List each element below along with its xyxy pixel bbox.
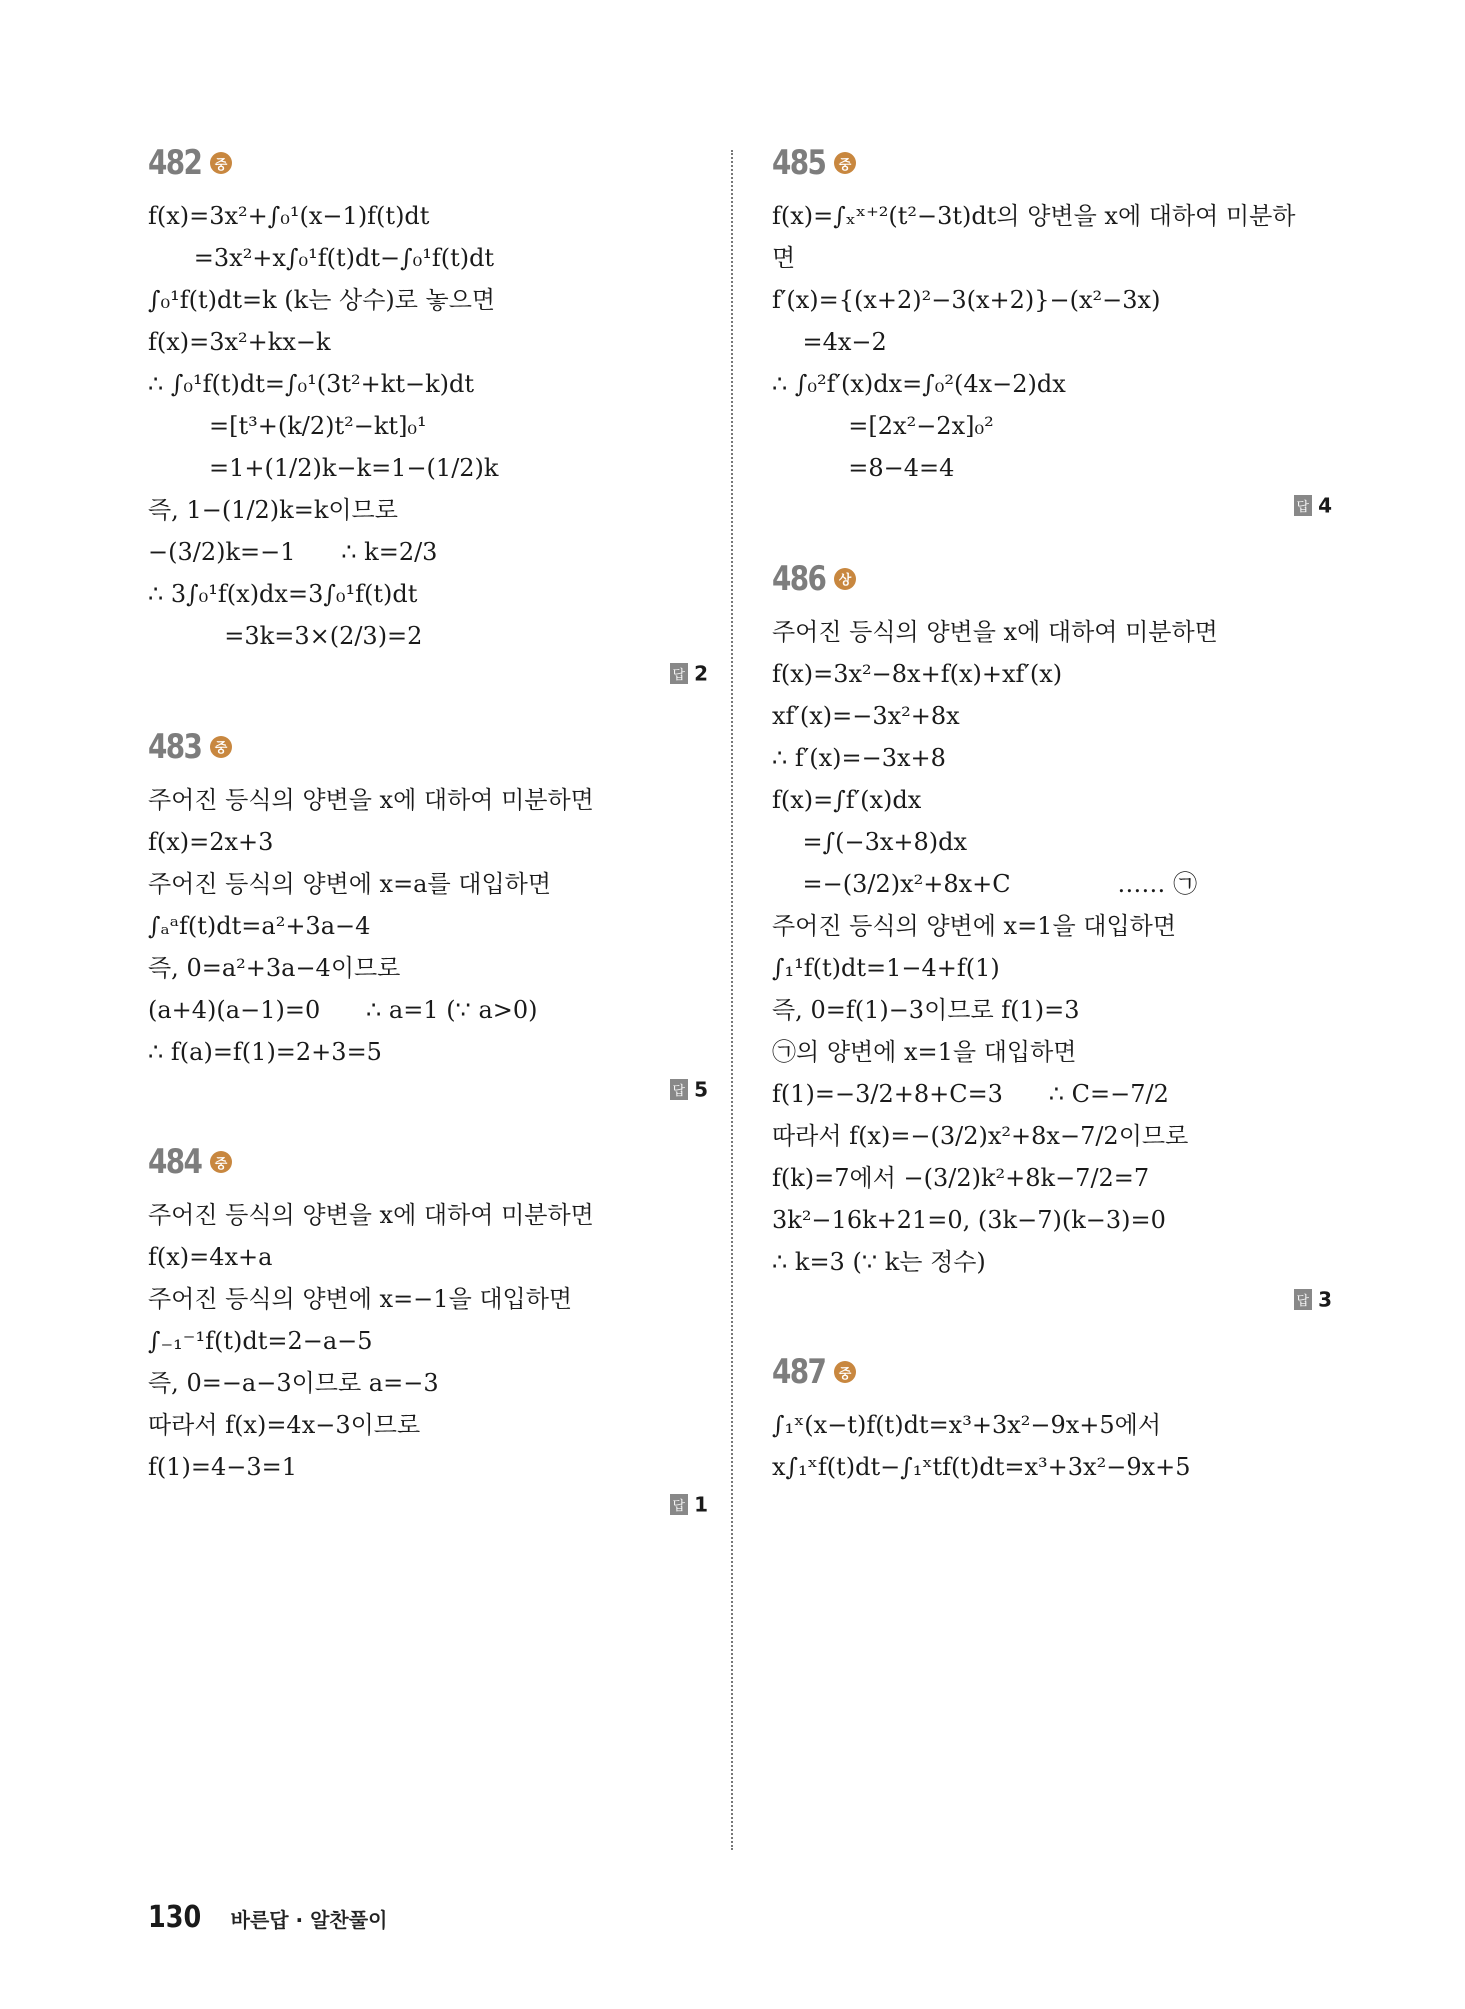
difficulty-badge: 중 — [210, 1151, 232, 1173]
difficulty-badge: 중 — [210, 736, 232, 758]
solution-line: 즉, 1−(1/2)k=k이므로 — [148, 496, 398, 524]
solution-line: f(x)=3x²+∫₀¹(x−1)f(t)dt — [148, 202, 430, 230]
solution-line: 따라서 f(x)=−(3/2)x²+8x−7/2이므로 — [772, 1121, 1189, 1150]
problem-number: 486 — [772, 558, 826, 599]
solution-line: 주어진 등식의 양변을 x에 대하여 미분하면 — [772, 617, 1218, 646]
solution-line: f(x)=3x²−8x+f(x)+xf′(x) — [772, 659, 1063, 688]
solution-line: 주어진 등식의 양변을 x에 대하여 미분하면 — [148, 1201, 594, 1229]
solution-line: xf′(x)=−3x²+8x — [772, 701, 960, 730]
difficulty-badge: 중 — [210, 152, 232, 174]
solution-line: x∫₁ˣf(t)dt−∫₁ˣtf(t)dt=x³+3x²−9x+5 — [772, 1453, 1191, 1481]
answer-label-box: 답 — [1294, 1289, 1313, 1310]
solution-line: 따라서 f(x)=4x−3이므로 — [148, 1411, 421, 1439]
solution-line: =3x²+x∫₀¹f(t)dt−∫₀¹f(t)dt — [148, 244, 495, 272]
page-footer — [148, 1900, 387, 1935]
solution-line: 주어진 등식의 양변에 x=1을 대입하면 — [772, 911, 1177, 940]
difficulty-badge: 상 — [834, 568, 856, 590]
solution-line: =[2x²−2x]₀² — [772, 412, 994, 440]
answer-label-box: 답 — [670, 1079, 689, 1100]
difficulty-badge: 중 — [834, 1361, 856, 1383]
problem-number: 485 — [772, 143, 826, 183]
solution-line: f(k)=7에서 −(3/2)k²+8k−7/2=7 — [772, 1163, 1150, 1192]
solution-line: ㉠의 양변에 x=1을 대입하면 — [772, 1037, 1077, 1066]
problem-number: 482 — [148, 143, 202, 183]
solution-line: f(x)=∫ₓˣ⁺²(t²−3t)dt의 양변을 x에 대하여 미분하 — [772, 202, 1296, 230]
solution-line: ∫₋₁⁻¹f(t)dt=2−a−5 — [148, 1327, 373, 1355]
answer-line — [148, 1076, 708, 1102]
solution-line: 주어진 등식의 양변을 x에 대하여 미분하면 — [148, 785, 594, 814]
answer-line — [148, 660, 708, 686]
solution-line: 즉, 0=f(1)−3이므로 f(1)=3 — [772, 995, 1080, 1024]
answer-value: 3 — [1318, 1287, 1332, 1311]
solution-line: =8−4=4 — [772, 454, 955, 482]
answer-value: 1 — [694, 1492, 708, 1517]
problem-header — [148, 724, 708, 770]
problem-487 — [772, 1349, 1332, 1485]
solution-line: ∫₀¹f(t)dt=k (k는 상수)로 놓으면 — [148, 286, 496, 314]
solution-line: 즉, 0=−a−3이므로 a=−3 — [148, 1369, 439, 1397]
book-title: 바른답 · 알찬풀이 — [230, 1908, 388, 1932]
solution-line: ∫₁¹f(t)dt=1−4+f(1) — [772, 953, 1000, 982]
problem-number: 484 — [148, 1142, 202, 1182]
problem-482 — [148, 140, 708, 686]
problem-number: 483 — [148, 726, 202, 767]
left-column — [148, 140, 708, 1555]
answer-line — [772, 492, 1332, 518]
solution-line: =3k=3×(2/3)=2 — [148, 622, 423, 650]
solution-line: ∴ ∫₀²f′(x)dx=∫₀²(4x−2)dx — [772, 370, 1066, 398]
right-column — [772, 140, 1332, 1523]
answer-label-box: 답 — [670, 1494, 689, 1515]
answer-line — [772, 1286, 1332, 1312]
solution-line: f(x)=2x+3 — [148, 827, 274, 856]
solution-line: 3k²−16k+21=0, (3k−7)(k−3)=0 — [772, 1205, 1166, 1234]
problem-484 — [148, 1139, 708, 1517]
answer-value: 4 — [1318, 493, 1332, 518]
solution-line: =1+(1/2)k−k=1−(1/2)k — [148, 454, 499, 482]
difficulty-badge: 중 — [834, 152, 856, 174]
problem-header — [148, 1139, 708, 1185]
solution-line: =[t³+(k/2)t²−kt]₀¹ — [148, 412, 427, 440]
solution-line: f′(x)={(x+2)²−3(x+2)}−(x²−3x) — [772, 286, 1161, 314]
problem-486 — [772, 556, 1332, 1312]
page-number: 130 — [148, 1900, 202, 1935]
solution-line: f(1)=4−3=1 — [148, 1453, 298, 1481]
problem-483 — [148, 724, 708, 1102]
solution-line: ∴ f(a)=f(1)=2+3=5 — [148, 1037, 382, 1066]
answer-line — [148, 1491, 708, 1517]
solution-line: ∫₁ˣ(x−t)f(t)dt=x³+3x²−9x+5에서 — [772, 1411, 1162, 1439]
problem-header — [148, 140, 708, 186]
solution-line: ∴ f′(x)=−3x+8 — [772, 743, 946, 772]
solution-line: 주어진 등식의 양변에 x=a를 대입하면 — [148, 869, 552, 898]
solution-line: f(x)=∫f′(x)dx — [772, 785, 922, 814]
solution-line: 즉, 0=a²+3a−4이므로 — [148, 953, 401, 982]
solution-line: f(x)=3x²+kx−k — [148, 328, 331, 356]
column-divider — [731, 150, 733, 1850]
solution-line: f(1)=−3/2+8+C=3 ∴ C=−7/2 — [772, 1079, 1169, 1108]
solution-line: =−(3/2)x²+8x+C …… ㉠ — [772, 869, 1198, 898]
problem-485 — [772, 140, 1332, 518]
solution-line: ∴ ∫₀¹f(t)dt=∫₀¹(3t²+kt−k)dt — [148, 370, 474, 398]
solution-line: f(x)=4x+a — [148, 1243, 273, 1271]
solution-line: 면 — [772, 244, 796, 272]
solution-line: ∫ₐᵃf(t)dt=a²+3a−4 — [148, 911, 371, 940]
solution-line: ∴ k=3 (∵ k는 정수) — [772, 1247, 986, 1276]
solution-line: −(3/2)k=−1 ∴ k=2/3 — [148, 538, 438, 566]
solution-line: ∴ 3∫₀¹f(x)dx=3∫₀¹f(t)dt — [148, 580, 418, 608]
solution-line: 주어진 등식의 양변에 x=−1을 대입하면 — [148, 1285, 573, 1313]
problem-header — [772, 140, 1332, 186]
answer-value: 2 — [694, 661, 708, 686]
problem-header — [772, 1349, 1332, 1395]
solution-line: =∫(−3x+8)dx — [772, 827, 968, 856]
answer-value: 5 — [694, 1077, 708, 1101]
answer-label-box: 답 — [670, 663, 689, 684]
solution-line: (a+4)(a−1)=0 ∴ a=1 (∵ a>0) — [148, 995, 538, 1024]
solution-line: =4x−2 — [772, 328, 887, 356]
answer-label-box: 답 — [1294, 495, 1313, 516]
problem-number: 487 — [772, 1352, 826, 1392]
problem-header — [772, 556, 1332, 602]
